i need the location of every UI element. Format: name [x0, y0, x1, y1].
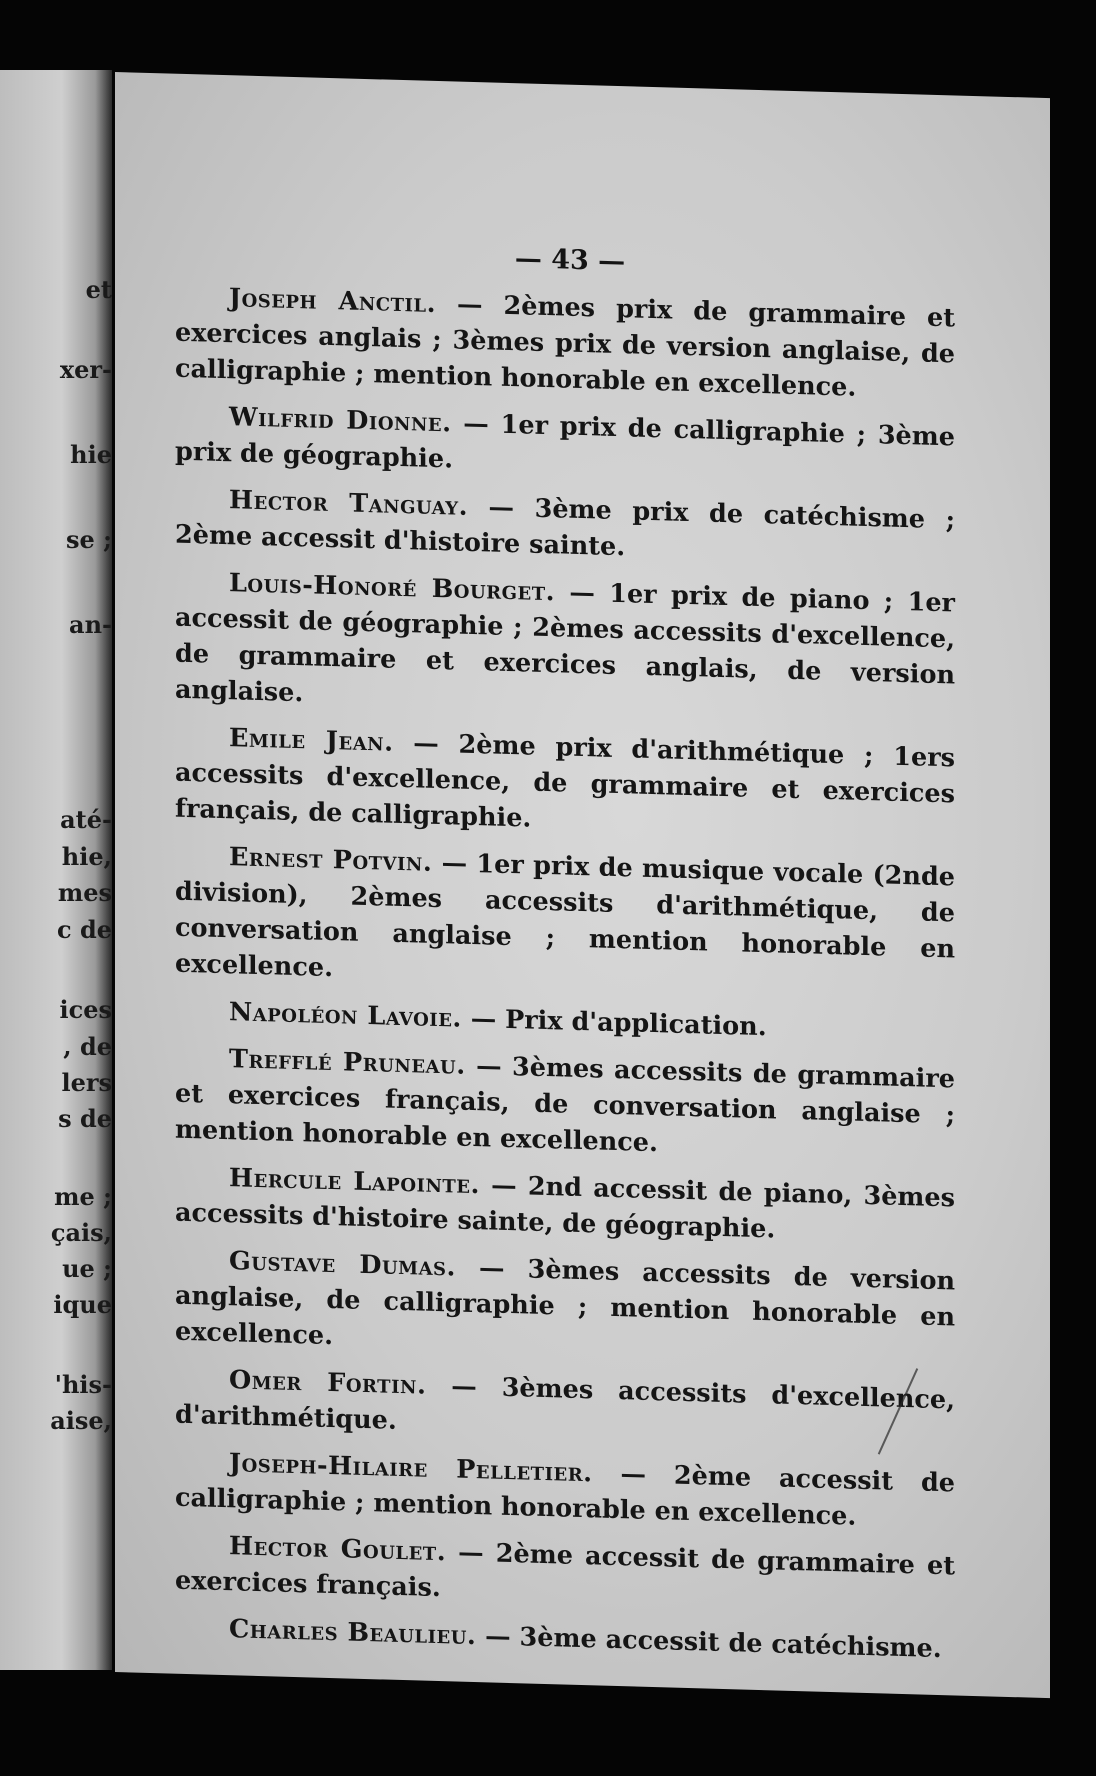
student-name: Hector Tanguay. — [229, 485, 468, 522]
student-name: Trefflé Pruneau. — [229, 1044, 466, 1081]
left-page-fragment: mes — [57, 878, 112, 907]
student-name: Napoléon Lavoie. — [229, 997, 462, 1034]
left-page-fragment: ue ; — [62, 1254, 112, 1283]
left-page-fragment: s de — [58, 1104, 112, 1133]
prize-text: — 1er prix de musique vocale (2nde division), 2èmes accessits d'arithmétique, de conversation anglaise ; mention honorable en excellence. — [175, 847, 955, 984]
left-page-fragment: çais, — [50, 1218, 112, 1247]
left-page-fragment: an- — [69, 610, 112, 639]
prize-text: — 3èmes accessits d'excellence, d'arithmétique. — [175, 1370, 955, 1436]
student-name: Hector Goulet. — [229, 1531, 447, 1568]
page-text-block — [175, 74, 965, 1665]
left-page-fragment: hie, — [61, 842, 112, 871]
student-name: Emile Jean. — [229, 723, 394, 758]
prize-entry — [175, 279, 955, 409]
left-page-fragment: et — [85, 275, 112, 304]
prize-text: — 2ème accessit de calligraphie ; mention honorable en excellence. — [175, 1458, 956, 1532]
prize-text: — 1er prix de calligraphie ; 3ème prix de géographie. — [175, 408, 955, 475]
prize-entry — [175, 1444, 955, 1538]
prize-text: — 2ème accessit de grammaire et exercices français. — [175, 1537, 955, 1604]
prize-entry — [175, 398, 955, 492]
prize-entry — [175, 1159, 955, 1253]
prize-text: — 1er prix de piano ; 1er accessit de géographie ; 2èmes accessits d'excellence, de grammaire et exercices anglais, de version anglaise. — [175, 577, 955, 709]
prize-entry — [175, 1527, 955, 1621]
prize-text: — 3ème accessit de catéchisme. — [476, 1621, 942, 1665]
left-page-fragment: se ; — [66, 525, 112, 554]
prize-text: — Prix d'application. — [461, 1003, 767, 1043]
student-name: Wilfrid Dionne. — [229, 402, 452, 439]
student-name: Louis-Honoré Bourget. — [229, 568, 555, 608]
student-name: Joseph Anctil. — [229, 283, 436, 319]
prize-text: — 2èmes prix de grammaire et exercices anglais ; 3èmes prix de version anglaise, de calligraphie ; mention honorable en excellence. — [175, 288, 955, 403]
left-page-edge — [0, 70, 112, 1670]
student-name: Ernest Potvin. — [229, 842, 433, 878]
student-name: Joseph-Hilaire Pelletier. — [229, 1448, 593, 1489]
student-name: Gustave Dumas. — [229, 1246, 456, 1283]
student-name: Hercule Lapointe. — [229, 1163, 480, 1201]
left-page-fragment: me ; — [54, 1182, 112, 1211]
left-page-fragment: até- — [60, 805, 112, 834]
left-page-fragment: ique — [53, 1290, 112, 1319]
prize-entry — [175, 1610, 955, 1668]
student-name: Charles Beaulieu. — [229, 1614, 477, 1652]
left-page-fragment: c de — [56, 915, 112, 944]
left-page-fragment: xer- — [59, 355, 112, 384]
prize-text: — 3èmes accessits de grammaire et exercices français, de conversation anglaise ; mention honorable en excellence. — [175, 1050, 955, 1159]
left-page-fragment: 'his- — [54, 1370, 112, 1399]
book-page — [115, 72, 1050, 1698]
left-page-fragment: aise, — [50, 1406, 112, 1435]
prize-text: — 2nd accessit de piano, 3èmes accessits d'histoire sainte, de géographie. — [175, 1170, 955, 1245]
prize-list — [175, 279, 955, 1679]
prize-entry — [175, 564, 955, 730]
left-page-fragment: hie — [70, 440, 112, 469]
prize-text: — 3ème prix de catéchisme ; 2ème accessit d'histoire sainte. — [175, 491, 955, 563]
page-number: — 43 — — [514, 243, 626, 278]
prize-entry — [175, 719, 955, 849]
prize-entry — [175, 1361, 955, 1455]
prize-entry — [175, 838, 955, 1004]
prize-entry — [175, 1040, 955, 1170]
left-page-fragment: ices — [59, 995, 112, 1024]
prize-entry — [175, 481, 955, 575]
prize-entry — [175, 993, 955, 1051]
left-page-fragment: , de — [63, 1032, 112, 1061]
left-page-fragment: lers — [61, 1068, 112, 1097]
prize-text: — 2ème prix d'arithmétique ; 1ers accessits d'excellence, de grammaire et exercices français, de calligraphie. — [175, 727, 955, 834]
prize-entry — [175, 1242, 955, 1372]
student-name: Omer Fortin. — [229, 1365, 427, 1401]
prize-text: — 3èmes accessits de version anglaise, de calligraphie ; mention honorable en excellence. — [175, 1252, 955, 1352]
